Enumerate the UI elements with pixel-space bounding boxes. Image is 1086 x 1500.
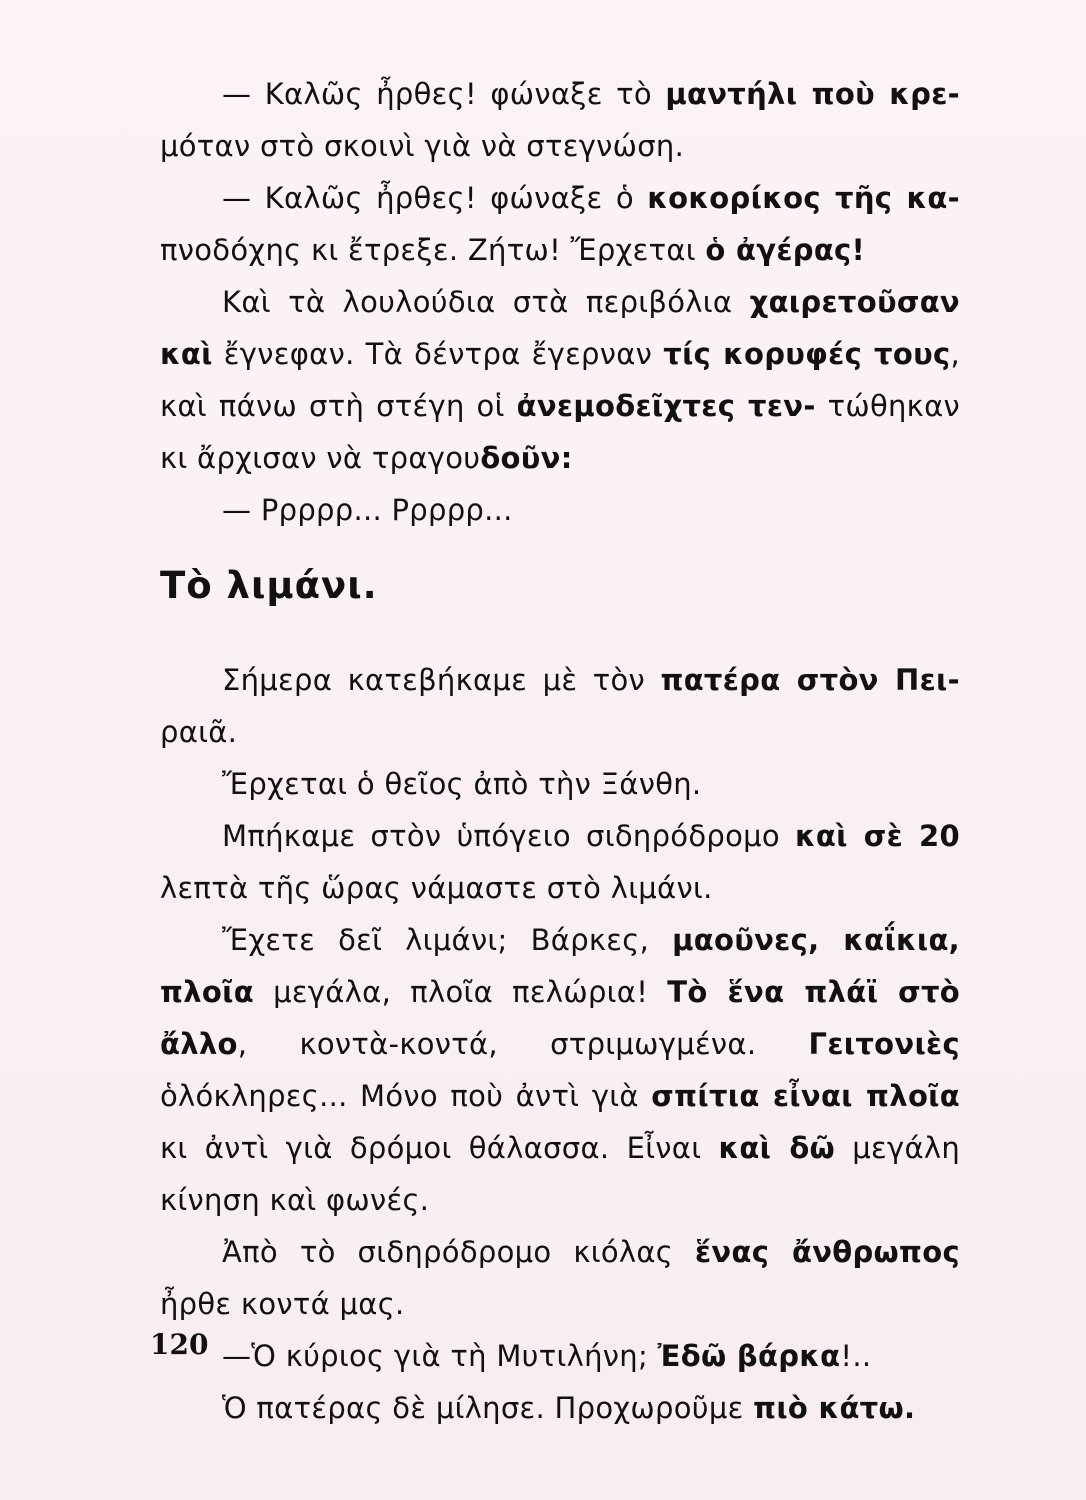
text-run: τώθηκαν κι ἄρχισαν νὰ τραγου [160, 389, 960, 475]
page-text [160, 68, 960, 1434]
text-run: Ἔχετε δεῖ λιμάνι; Βάρκες, [222, 923, 673, 957]
page-number: 120 [150, 1328, 209, 1361]
bold-text: μαντήλι ποὺ κρε- [665, 77, 960, 111]
text-run: Σήμερα κατεβήκαμε μὲ τὸν [222, 663, 661, 697]
text-run: — Ρρρρρ... Ρρρρρ... [222, 493, 513, 527]
paragraph [160, 758, 960, 810]
bold-text: καὶ σὲ 20 [795, 819, 960, 853]
bold-text: χαιρετοῦσαν καὶ [160, 285, 960, 371]
bold-text: πατέρα στὸν Πει- [660, 663, 960, 697]
text-run: !.. [840, 1339, 872, 1373]
bold-text: πλοῖα [160, 975, 254, 1009]
text-run: ραιᾶ. [160, 715, 238, 749]
paragraph [160, 1382, 960, 1434]
text-run: ὁλόκληρες... Μόνο ποὺ ἀντὶ γιὰ [160, 1079, 652, 1113]
paragraphs-after-title [160, 654, 960, 1434]
paragraph [160, 172, 960, 276]
paragraph [160, 276, 960, 484]
bold-text: τίς κορυφές τους [663, 337, 951, 371]
paragraph [160, 68, 960, 172]
paragraph [160, 1330, 960, 1382]
bold-text: ἕνας ἄνθρωπος [694, 1235, 960, 1269]
text-run: , κοντὰ-κοντά, στριμωγμένα. [237, 1027, 809, 1061]
bold-text: Τὸ ἕνα πλάϊ στὸ ἄλλο [160, 975, 961, 1061]
bold-text: κοκορίκος τῆς κα- [647, 181, 960, 215]
bold-text: δοῦν: [480, 441, 573, 475]
text-run: — Καλῶς ἦρθες! φώναξε τὸ [222, 77, 666, 111]
text-run: μόταν στὸ σκοινὶ γιὰ νὰ στεγνώση. [160, 129, 685, 163]
paragraph [160, 484, 960, 536]
text-run: λεπτὰ τῆς ὥρας νάμαστε στὸ λιμάνι. [160, 871, 713, 905]
text-run: —Ὁ κύριος γιὰ τὴ Μυτιλήνη; [222, 1339, 658, 1373]
text-run: μεγάλη κίνηση καὶ φωνές. [160, 1131, 960, 1217]
paragraphs-before-title [160, 68, 960, 536]
paragraph [160, 654, 960, 758]
paragraph [160, 810, 960, 914]
bold-text: καὶ δῶ [718, 1131, 836, 1165]
text-run: Ὁ πατέρας δὲ μίλησε. Προχωροῦμε [222, 1391, 754, 1425]
bold-text: μαοῦνες, καΐκια, [672, 923, 961, 957]
bold-text: ὁ ἀγέρας! [705, 233, 866, 267]
text-run: Καὶ τὰ λουλούδια στὰ περιβόλια [222, 285, 750, 319]
text-run: ἦρθε κοντά μας. [160, 1287, 405, 1321]
text-run: Ἀπὸ τὸ σιδηρόδρομο κιόλας [222, 1235, 695, 1269]
bold-text: ἀνεμοδεῖχτες τεν- [516, 389, 816, 423]
bold-text: Ἐδῶ βάρκα [657, 1339, 841, 1373]
bold-text: σπίτια εἶναι πλοῖα [651, 1079, 960, 1113]
text-run: ἔγνεφαν. Τὰ δέντρα ἔγερναν [212, 337, 664, 371]
bold-text: Γειτονιὲς [808, 1027, 960, 1061]
text-run: Ἔρχεται ὁ θεῖος ἀπὸ τὴν Ξάνθη. [222, 767, 702, 801]
paragraph [160, 914, 960, 1226]
text-run: κι ἀντὶ γιὰ δρόμοι θάλασσα. Εἶναι [160, 1131, 719, 1165]
paragraph [160, 1226, 960, 1330]
text-run: Μπήκαμε στὸν ὑπόγειο σιδηρόδρομο [222, 819, 796, 853]
text-run: — Καλῶς ἦρθες! φώναξε ὁ [222, 181, 648, 215]
text-run: μεγάλα, πλοῖα πελώρια! [253, 975, 668, 1009]
text-run: πνοδόχης κι ἔτρεξε. Ζήτω! Ἔρχεται [160, 233, 706, 267]
bold-text: πιὸ κάτω. [753, 1391, 916, 1425]
section-title: Τὸ λιμάνι. [160, 564, 378, 607]
text-run: , καὶ πάνω στὴ στέγη οἱ [160, 337, 960, 423]
